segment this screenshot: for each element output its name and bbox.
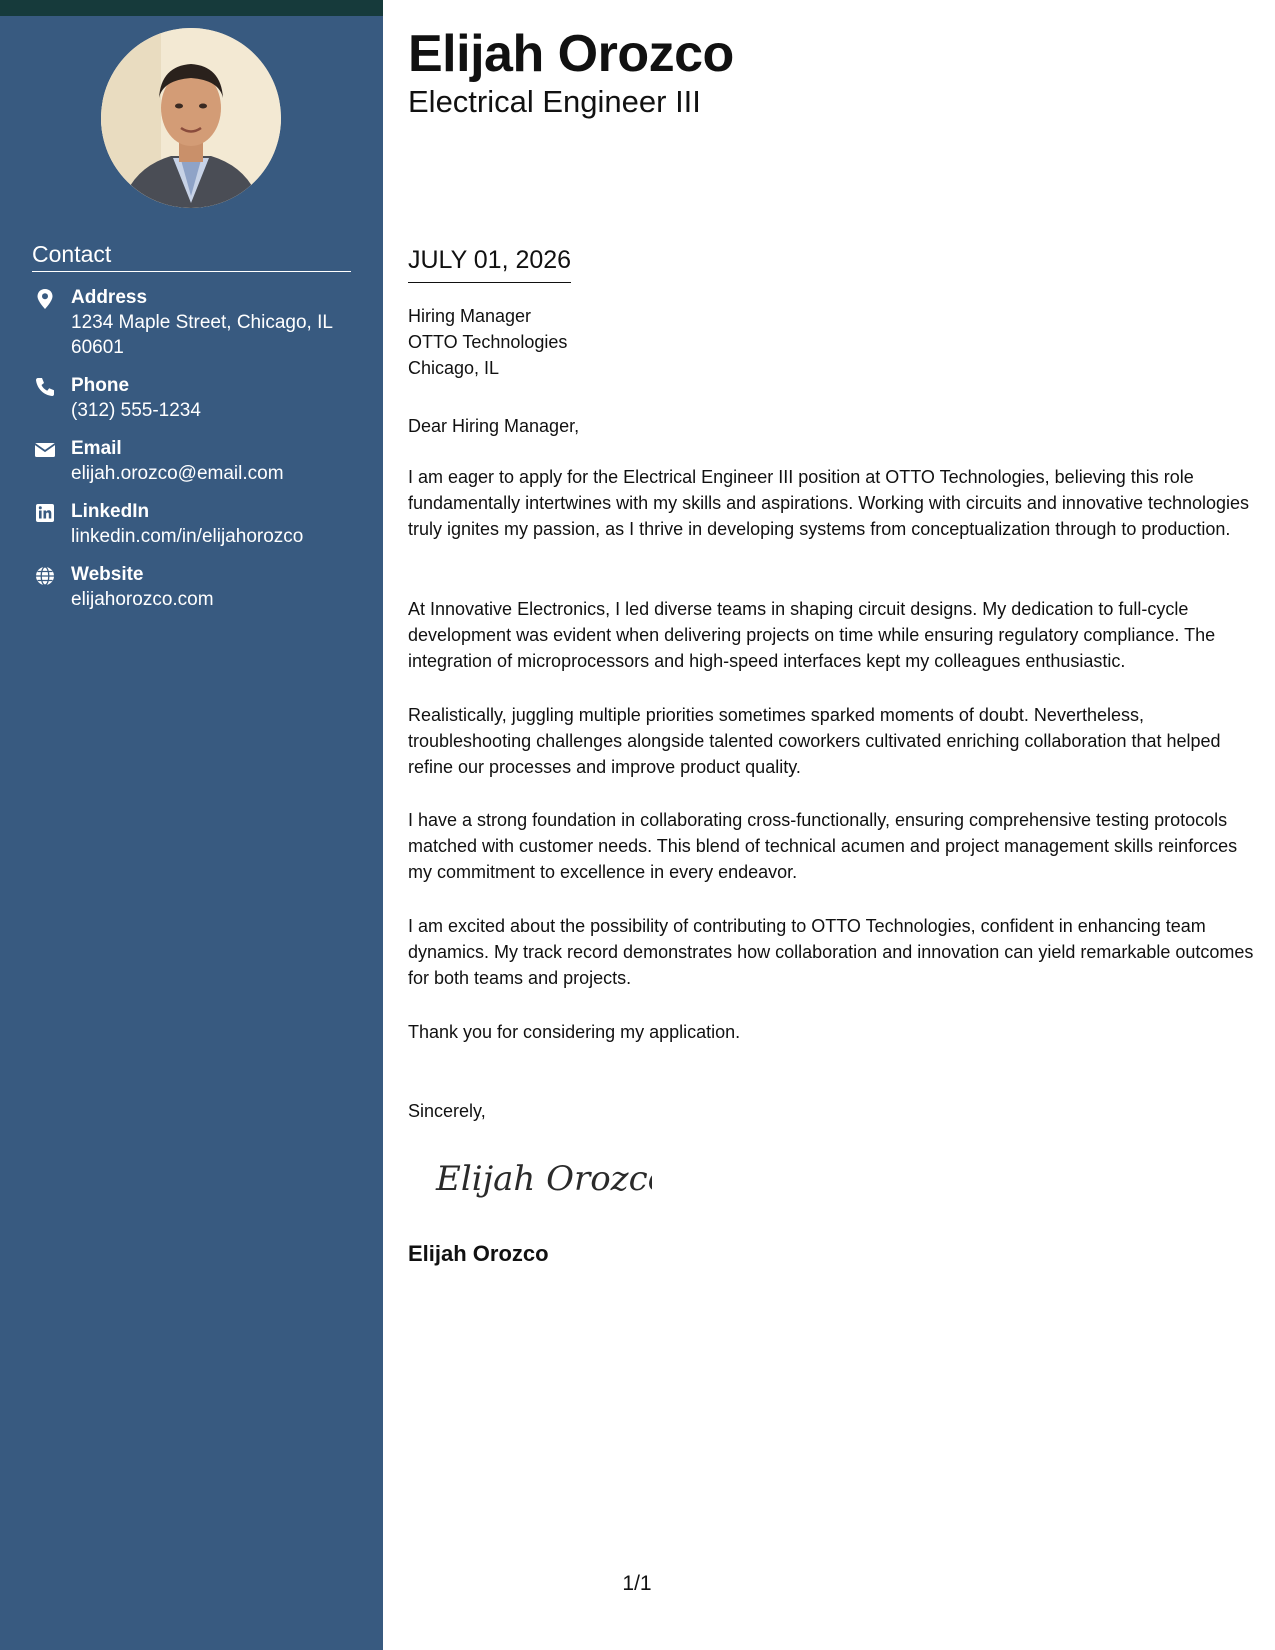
contact-label: LinkedIn: [71, 501, 150, 522]
globe-icon: [32, 565, 58, 587]
closing: Sincerely,: [408, 1101, 486, 1121]
address-value: 1234 Maple Street, Chicago, IL 60601: [71, 312, 333, 358]
body-paragraph: I am excited about the possibility of contributing to OTTO Technologies, confident in enhancing team dynamics. My track record demonstrates how collaboration and innovation can yield remarkable outcomes for both teams and projects.: [408, 916, 1254, 988]
contact-label: Website: [71, 564, 144, 585]
email-value: elijah.orozco@email.com: [71, 463, 284, 484]
applicant-name: Elijah Orozco: [408, 25, 734, 83]
body-paragraph: Realistically, juggling multiple priorities sometimes sparked moments of doubt. Nevertheless, troubleshooting challenges alongside talented coworkers cultivated enriching collaboration that helped refine our processes and improve product quality.: [408, 705, 1221, 777]
handwritten-signature: [432, 1148, 652, 1208]
signer-name: Elijah Orozco: [408, 1241, 549, 1266]
svg-text:Elijah Orozco: Elijah Orozco: [436, 1159, 652, 1199]
contact-heading: Contact: [32, 240, 351, 272]
recipient-line: Chicago, IL: [408, 358, 500, 378]
body-paragraph: At Innovative Electronics, I led diverse teams in shaping circuit designs. My dedication to full-cycle development was evident when delivering projects on time while ensuring regulatory compliance. The integration of microprocessors and high-speed interfaces kept my colleagues enthusiastic.: [408, 599, 1216, 671]
profile-photo: [101, 28, 281, 208]
contact-label: Address: [71, 287, 148, 308]
sidebar-top-bar: [0, 0, 383, 16]
contact-label: Phone: [71, 375, 130, 396]
thank-you-line: Thank you for considering my application.: [408, 1022, 741, 1042]
job-title: Electrical Engineer III: [408, 84, 701, 119]
body-paragraph: I am eager to apply for the Electrical Engineer III position at OTTO Technologies, believing this role fundamentally intertwines with my skills and aspirations. Working with circuits and innovative technologies truly ignites my passion, as I thrive in developing systems from conceptualization through to production.: [408, 467, 1250, 539]
linkedin-value: linkedin.com/in/elijahorozco: [71, 526, 304, 547]
phone-icon: [32, 376, 58, 398]
recipient-line: OTTO Technologies: [408, 332, 568, 352]
website-value: elijahorozco.com: [71, 589, 214, 610]
location-pin-icon: [32, 288, 58, 310]
recipient-line: Hiring Manager: [408, 306, 532, 326]
contact-label: Email: [71, 438, 122, 459]
body-paragraph: I have a strong foundation in collaborating cross-functionally, ensuring comprehensive testing protocols matched with customer needs. This blend of technical acumen and project management skills reinforces my commitment to excellence in every endeavor.: [408, 810, 1238, 882]
envelope-icon: [32, 439, 58, 461]
phone-value: (312) 555-1234: [71, 400, 201, 421]
salutation: Dear Hiring Manager,: [408, 416, 580, 436]
letter-date: JULY 01, 2026: [408, 244, 571, 283]
recipient-block: [408, 303, 567, 381]
page-number: 1/1: [622, 1572, 652, 1595]
sidebar: [0, 0, 383, 1650]
linkedin-icon: [32, 502, 58, 524]
